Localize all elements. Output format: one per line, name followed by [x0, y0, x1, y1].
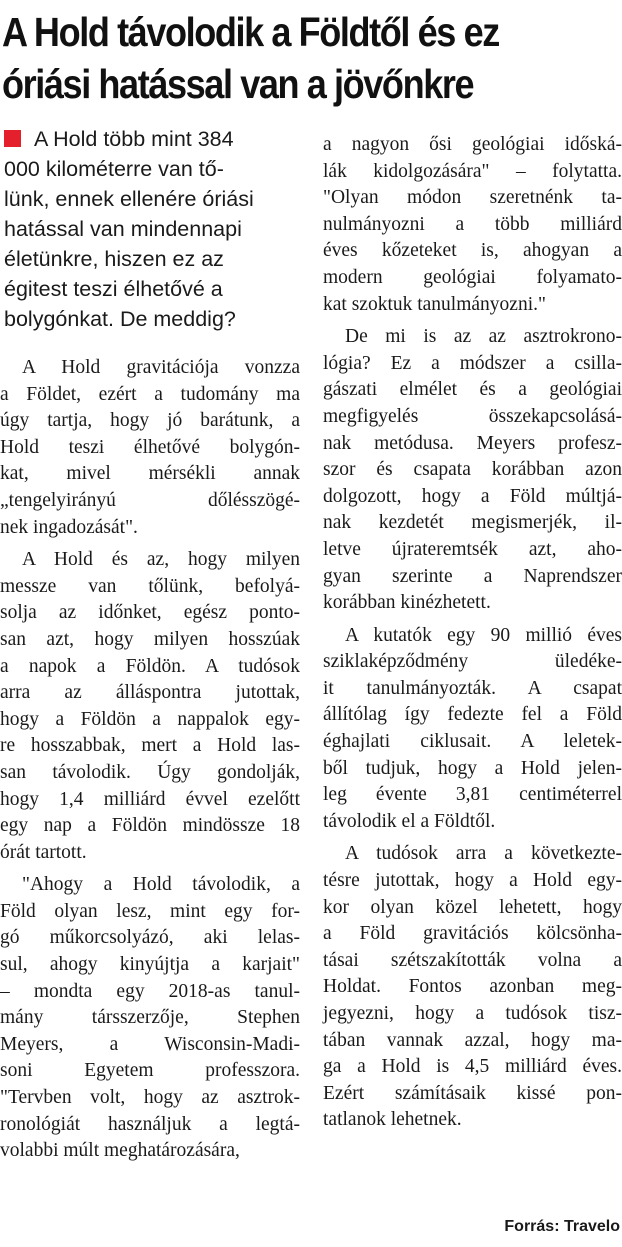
headline-line: óriási hatással van a jövőnkre — [2, 61, 474, 107]
paragraph-line: sul, ahogy kinyújtja a karjait" — [0, 954, 300, 976]
article-paragraph — [323, 623, 622, 836]
paragraph-line: it tanulmányozták. A csapat — [323, 677, 622, 699]
paragraph-line: san azt, hogy milyen hosszúak — [0, 628, 300, 650]
paragraph-line: állítólag így fedezte fel a Föld — [323, 704, 622, 726]
paragraph-line: tában vannak azzal, hogy ma- — [323, 1029, 622, 1051]
lead-line: bolygónkat. De meddig? — [4, 307, 236, 331]
paragraph-line: leg évente 3,81 centiméterrel — [323, 784, 622, 806]
paragraph-line: a Földet, ezért a tudomány ma — [0, 383, 300, 405]
paragraph-line: úgy tartja, hogy jó barátunk, a — [0, 410, 300, 432]
paragraph-line: lógia? Ez a módszer a csilla- — [323, 352, 622, 374]
paragraph-line: ronológiát használjuk a legtá- — [0, 1113, 300, 1135]
paragraph-line: Hold teszi élhetővé bolygón- — [0, 436, 300, 458]
paragraph-line: "Olyan módon szeretnénk ta- — [323, 187, 622, 209]
paragraph-line: dolgozott, hogy a Föld múltjá- — [323, 485, 622, 507]
paragraph-line: nak metódusa. Meyers profesz- — [323, 432, 622, 454]
paragraph-line: arra az álláspontra jutottak, — [0, 682, 300, 704]
paragraph-line: ga a Hold is 4,5 milliárd éves. — [323, 1056, 622, 1078]
article-paragraph — [323, 324, 622, 617]
article-lead — [0, 124, 300, 334]
paragraph-line: ből tudjuk, hogy a Hold jelen- — [323, 757, 622, 779]
paragraph-line: san távolodik. Úgy gondolják, — [0, 761, 300, 783]
paragraph-line: kat, mivel mérsékli annak — [0, 463, 300, 485]
paragraph-line: A tudósok arra a következte- — [345, 843, 622, 865]
article-paragraph — [323, 841, 622, 1134]
paragraph-line: tatlanok lehetnek. — [323, 1109, 462, 1131]
paragraph-line: tésre jutottak, hogy a Hold egy- — [323, 870, 622, 892]
paragraph-line: Ezért számításaik kissé pon- — [323, 1082, 622, 1104]
left-body — [0, 355, 300, 1165]
paragraph-line: mány társszerzője, Stephen — [0, 1007, 300, 1029]
paragraph-line: nulmányozni a több milliárd — [323, 213, 622, 235]
paragraph-line: lák kidolgozására" – folytatta. — [323, 160, 622, 182]
source-credit: Forrás: Travelo — [504, 1218, 620, 1235]
paragraph-line: sziklaképződmény üledéke- — [323, 651, 622, 673]
lead-line: életünkre, hiszen ez az — [4, 247, 224, 271]
lead-line-first — [4, 124, 300, 154]
lead-line: égitest teszi élhetővé a — [4, 277, 223, 301]
paragraph-line: kor olyan közel lehetett, hogy — [323, 896, 622, 918]
paragraph-line: soni Egyetem professzora. — [0, 1060, 300, 1082]
paragraph-line: modern geológiai folyamato- — [323, 266, 622, 288]
paragraph-line: korábban kinézhetett. — [323, 592, 491, 614]
paragraph-line: éghajlati ciklusait. A leletek- — [323, 731, 622, 753]
paragraph-line: – mondta egy 2018-as tanul- — [0, 980, 300, 1002]
article-paragraph — [323, 132, 622, 318]
paragraph-line: a Föld gravitációs kölcsönha- — [323, 923, 622, 945]
paragraph-line: távolodik el a Földtől. — [323, 810, 496, 832]
paragraph-line: órát tartott. — [0, 841, 87, 863]
paragraph-line: egy nap a Földön mindössze 18 — [0, 815, 300, 837]
paragraph-line: megfigyelés összekapcsolásá- — [323, 405, 622, 427]
paragraph-line: letve újrateremtsék azt, aho- — [323, 538, 622, 560]
lead-line: A Hold több mint 384 — [34, 127, 234, 151]
paragraph-line: "Ahogy a Hold távolodik, a — [22, 874, 300, 896]
article-paragraph — [0, 872, 300, 1165]
right-body — [323, 132, 622, 1134]
paragraph-line: gyan szerinte a Naprendszer — [323, 565, 622, 587]
lead-line: 000 kilométerre van tő- — [4, 157, 224, 181]
paragraph-line: messze van tőlünk, befolyá- — [0, 575, 300, 597]
paragraph-line: De mi is az az asztrokrono- — [345, 326, 622, 348]
paragraph-line: éves kőzeteket is, ahogyan a — [323, 240, 622, 262]
paragraph-line: tásai szétszakították volna a — [323, 949, 622, 971]
paragraph-line: A Hold és az, hogy milyen — [22, 549, 300, 571]
paragraph-line: kat szoktuk tanulmányozni." — [323, 293, 546, 315]
headline-line: A Hold távolodik a Földtől és ez — [2, 9, 499, 55]
lead-line: hatással van mindennapi — [4, 217, 242, 241]
paragraph-line: A Hold gravitációja vonzza — [22, 357, 300, 378]
left-column — [0, 124, 300, 1171]
lead-line: lünk, ennek ellenére óriási — [4, 187, 254, 211]
paragraph-line: a napok a Földön. A tudósok — [0, 655, 300, 677]
paragraph-line: jegyezni, hogy a tudósok tisz- — [323, 1003, 622, 1024]
paragraph-line: Föld olyan lesz, mint egy for- — [0, 900, 300, 922]
paragraph-line: volabbi múlt meghatározására, — [0, 1140, 240, 1162]
paragraph-line: nek ingadozását". — [0, 516, 138, 538]
article-paragraph — [0, 355, 300, 541]
paragraph-line: re hosszabbak, mert a Hold las- — [0, 735, 300, 757]
paragraph-line: A kutatók egy 90 millió éves — [345, 624, 622, 646]
paragraph-line: hogy 1,4 milliárd évvel ezelőtt — [0, 788, 300, 810]
red-square-icon — [4, 130, 21, 147]
paragraph-line: „tengelyirányú dőlésszögé- — [0, 489, 300, 511]
paragraph-line: "Tervben volt, hogy az asztrok- — [0, 1087, 300, 1109]
article-paragraph — [0, 547, 300, 866]
paragraph-line: solja az időnket, egész ponto- — [0, 602, 300, 624]
paragraph-line: gó műkorcsolyázó, aki lelas- — [0, 927, 300, 949]
paragraph-line: Holdat. Fontos azonban meg- — [323, 976, 622, 998]
paragraph-line: nak kezdetét megismerjék, il- — [323, 512, 622, 534]
paragraph-line: Meyers, a Wisconsin-Madi- — [0, 1033, 300, 1055]
article-headline — [2, 6, 622, 110]
paragraph-line: gászati elmélet és a geológiai — [323, 379, 622, 401]
paragraph-line: szor és csapata korábban azon — [323, 459, 622, 481]
paragraph-line: a nagyon ősi geológiai időská- — [323, 134, 622, 155]
paragraph-line: hogy a Földön a nappalok egy- — [0, 708, 300, 730]
right-column — [323, 132, 622, 1140]
